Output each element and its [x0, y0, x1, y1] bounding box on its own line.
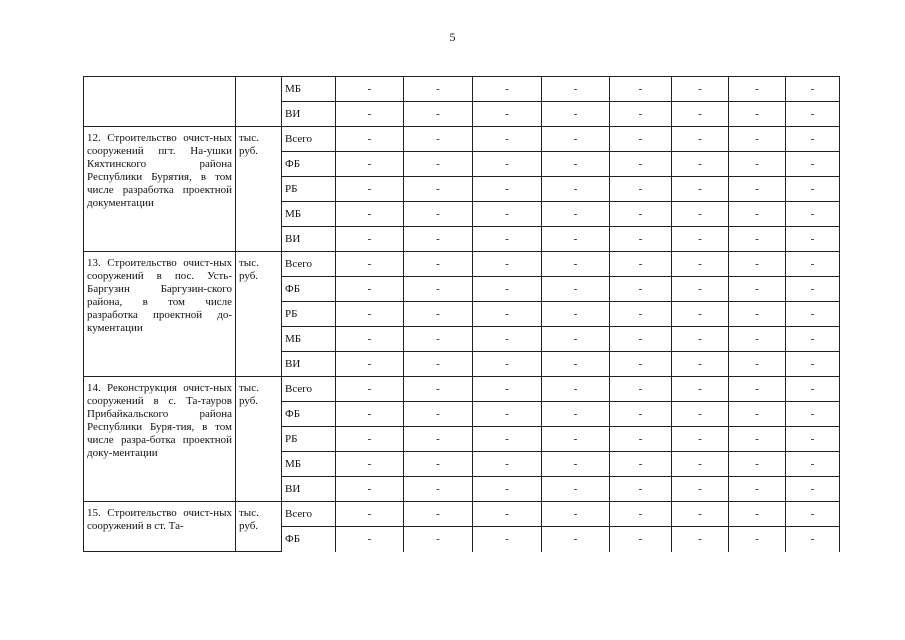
value-cell: - [473, 477, 542, 502]
value-cell: - [672, 477, 729, 502]
value-cell: - [786, 427, 840, 452]
funding-source: МБ [282, 452, 336, 477]
value-cell: - [786, 127, 840, 152]
value-cell: - [786, 452, 840, 477]
value-cell: - [672, 302, 729, 327]
value-cell: - [786, 377, 840, 402]
value-cell: - [336, 402, 404, 427]
funding-source: ВИ [282, 227, 336, 252]
value-cell: - [610, 527, 672, 552]
table-row [84, 252, 840, 277]
item-description [84, 77, 236, 127]
value-cell: - [786, 527, 840, 552]
table-row [84, 77, 840, 102]
value-cell: - [672, 277, 729, 302]
value-cell: - [473, 102, 542, 127]
value-cell: - [336, 227, 404, 252]
value-cell: - [729, 252, 786, 277]
value-cell: - [542, 527, 610, 552]
value-cell: - [610, 327, 672, 352]
value-cell: - [542, 427, 610, 452]
value-cell: - [729, 327, 786, 352]
value-cell: - [610, 102, 672, 127]
funding-source: Всего [282, 127, 336, 152]
value-cell: - [672, 527, 729, 552]
value-cell: - [786, 502, 840, 527]
funding-source: ФБ [282, 527, 336, 552]
value-cell: - [404, 127, 473, 152]
item-unit: тыс. руб. [236, 252, 282, 377]
value-cell: - [336, 127, 404, 152]
value-cell: - [542, 302, 610, 327]
value-cell: - [336, 202, 404, 227]
value-cell: - [473, 77, 542, 102]
value-cell: - [542, 102, 610, 127]
value-cell: - [542, 152, 610, 177]
value-cell: - [473, 277, 542, 302]
value-cell: - [473, 502, 542, 527]
value-cell: - [786, 302, 840, 327]
value-cell: - [610, 352, 672, 377]
value-cell: - [786, 177, 840, 202]
value-cell: - [610, 377, 672, 402]
funding-source: Всего [282, 502, 336, 527]
value-cell: - [729, 202, 786, 227]
table-body [84, 77, 840, 552]
value-cell: - [542, 227, 610, 252]
value-cell: - [473, 352, 542, 377]
value-cell: - [404, 177, 473, 202]
value-cell: - [786, 477, 840, 502]
value-cell: - [672, 327, 729, 352]
value-cell: - [336, 427, 404, 452]
value-cell: - [729, 502, 786, 527]
value-cell: - [610, 152, 672, 177]
value-cell: - [610, 477, 672, 502]
value-cell: - [729, 227, 786, 252]
funding-source: РБ [282, 302, 336, 327]
value-cell: - [786, 327, 840, 352]
table-row [84, 127, 840, 152]
value-cell: - [404, 277, 473, 302]
value-cell: - [610, 227, 672, 252]
value-cell: - [473, 202, 542, 227]
value-cell: - [542, 177, 610, 202]
value-cell: - [729, 102, 786, 127]
value-cell: - [542, 127, 610, 152]
value-cell: - [729, 477, 786, 502]
table-row [84, 502, 840, 527]
value-cell: - [610, 202, 672, 227]
value-cell: - [729, 352, 786, 377]
value-cell: - [610, 177, 672, 202]
value-cell: - [786, 77, 840, 102]
value-cell: - [336, 327, 404, 352]
value-cell: - [542, 452, 610, 477]
value-cell: - [473, 527, 542, 552]
value-cell: - [404, 327, 473, 352]
funding-source: ВИ [282, 352, 336, 377]
value-cell: - [336, 477, 404, 502]
funding-source: Всего [282, 252, 336, 277]
value-cell: - [336, 452, 404, 477]
value-cell: - [786, 152, 840, 177]
value-cell: - [729, 377, 786, 402]
value-cell: - [786, 227, 840, 252]
page-number: 5 [449, 30, 456, 44]
value-cell: - [404, 427, 473, 452]
value-cell: - [542, 477, 610, 502]
value-cell: - [672, 102, 729, 127]
value-cell: - [404, 377, 473, 402]
value-cell: - [473, 302, 542, 327]
value-cell: - [336, 152, 404, 177]
value-cell: - [672, 202, 729, 227]
value-cell: - [404, 252, 473, 277]
item-unit [236, 77, 282, 127]
value-cell: - [336, 302, 404, 327]
value-cell: - [404, 352, 473, 377]
funding-source: РБ [282, 177, 336, 202]
value-cell: - [404, 477, 473, 502]
item-description: 12. Строительство очист-ных сооружений пгт. На-ушки Кяхтинского района Республики Бурятия, в том числе разработка проектной документации [84, 127, 236, 252]
value-cell: - [404, 452, 473, 477]
value-cell: - [542, 402, 610, 427]
value-cell: - [473, 427, 542, 452]
funding-source: ФБ [282, 277, 336, 302]
value-cell: - [542, 252, 610, 277]
value-cell: - [610, 502, 672, 527]
value-cell: - [542, 277, 610, 302]
value-cell: - [336, 77, 404, 102]
value-cell: - [336, 277, 404, 302]
funding-source: ФБ [282, 152, 336, 177]
value-cell: - [672, 502, 729, 527]
value-cell: - [473, 177, 542, 202]
value-cell: - [610, 252, 672, 277]
funding-source: МБ [282, 77, 336, 102]
value-cell: - [610, 127, 672, 152]
value-cell: - [610, 77, 672, 102]
value-cell: - [672, 177, 729, 202]
budget-table [83, 76, 840, 552]
value-cell: - [473, 252, 542, 277]
value-cell: - [672, 377, 729, 402]
value-cell: - [672, 452, 729, 477]
value-cell: - [473, 452, 542, 477]
value-cell: - [473, 377, 542, 402]
value-cell: - [786, 202, 840, 227]
value-cell: - [672, 252, 729, 277]
value-cell: - [336, 352, 404, 377]
item-unit: тыс. руб. [236, 377, 282, 502]
value-cell: - [610, 302, 672, 327]
value-cell: - [672, 77, 729, 102]
value-cell: - [542, 202, 610, 227]
value-cell: - [473, 127, 542, 152]
value-cell: - [672, 152, 729, 177]
value-cell: - [404, 102, 473, 127]
value-cell: - [404, 527, 473, 552]
funding-source: РБ [282, 427, 336, 452]
item-description: 14. Реконструкция очист-ных сооружений в с. Та-тауров Прибайкальского района Республики Буря-тия, в том числе разра-ботка проектной доку-ментации [84, 377, 236, 502]
value-cell: - [729, 527, 786, 552]
value-cell: - [542, 352, 610, 377]
value-cell: - [729, 77, 786, 102]
item-description: 13. Строительство очист-ных сооружений в пос. Усть-Баргузин Баргузин-ского района, в том числе разработка проектной до-кументации [84, 252, 236, 377]
value-cell: - [729, 302, 786, 327]
value-cell: - [672, 352, 729, 377]
funding-source: ВИ [282, 102, 336, 127]
value-cell: - [404, 77, 473, 102]
value-cell: - [786, 102, 840, 127]
value-cell: - [610, 402, 672, 427]
value-cell: - [672, 227, 729, 252]
funding-source: ВИ [282, 477, 336, 502]
value-cell: - [473, 327, 542, 352]
value-cell: - [473, 152, 542, 177]
value-cell: - [672, 402, 729, 427]
value-cell: - [542, 377, 610, 402]
item-unit: тыс. руб. [236, 127, 282, 252]
value-cell: - [473, 227, 542, 252]
value-cell: - [336, 252, 404, 277]
value-cell: - [336, 177, 404, 202]
value-cell: - [786, 277, 840, 302]
item-unit: тыс. руб. [236, 502, 282, 552]
value-cell: - [473, 402, 542, 427]
value-cell: - [336, 377, 404, 402]
value-cell: - [610, 277, 672, 302]
value-cell: - [729, 127, 786, 152]
value-cell: - [404, 227, 473, 252]
value-cell: - [542, 327, 610, 352]
value-cell: - [610, 452, 672, 477]
value-cell: - [404, 152, 473, 177]
value-cell: - [729, 452, 786, 477]
funding-source: МБ [282, 327, 336, 352]
funding-source: ФБ [282, 402, 336, 427]
value-cell: - [542, 502, 610, 527]
value-cell: - [729, 277, 786, 302]
value-cell: - [786, 402, 840, 427]
value-cell: - [729, 152, 786, 177]
value-cell: - [729, 177, 786, 202]
value-cell: - [404, 202, 473, 227]
value-cell: - [404, 302, 473, 327]
value-cell: - [336, 102, 404, 127]
table-row [84, 377, 840, 402]
value-cell: - [729, 402, 786, 427]
value-cell: - [729, 427, 786, 452]
value-cell: - [786, 252, 840, 277]
value-cell: - [404, 402, 473, 427]
value-cell: - [336, 527, 404, 552]
funding-source: МБ [282, 202, 336, 227]
value-cell: - [672, 127, 729, 152]
funding-source: Всего [282, 377, 336, 402]
item-description: 15. Строительство очист-ных сооружений в ст. Та- [84, 502, 236, 552]
value-cell: - [336, 502, 404, 527]
value-cell: - [542, 77, 610, 102]
value-cell: - [786, 352, 840, 377]
value-cell: - [672, 427, 729, 452]
value-cell: - [404, 502, 473, 527]
value-cell: - [610, 427, 672, 452]
